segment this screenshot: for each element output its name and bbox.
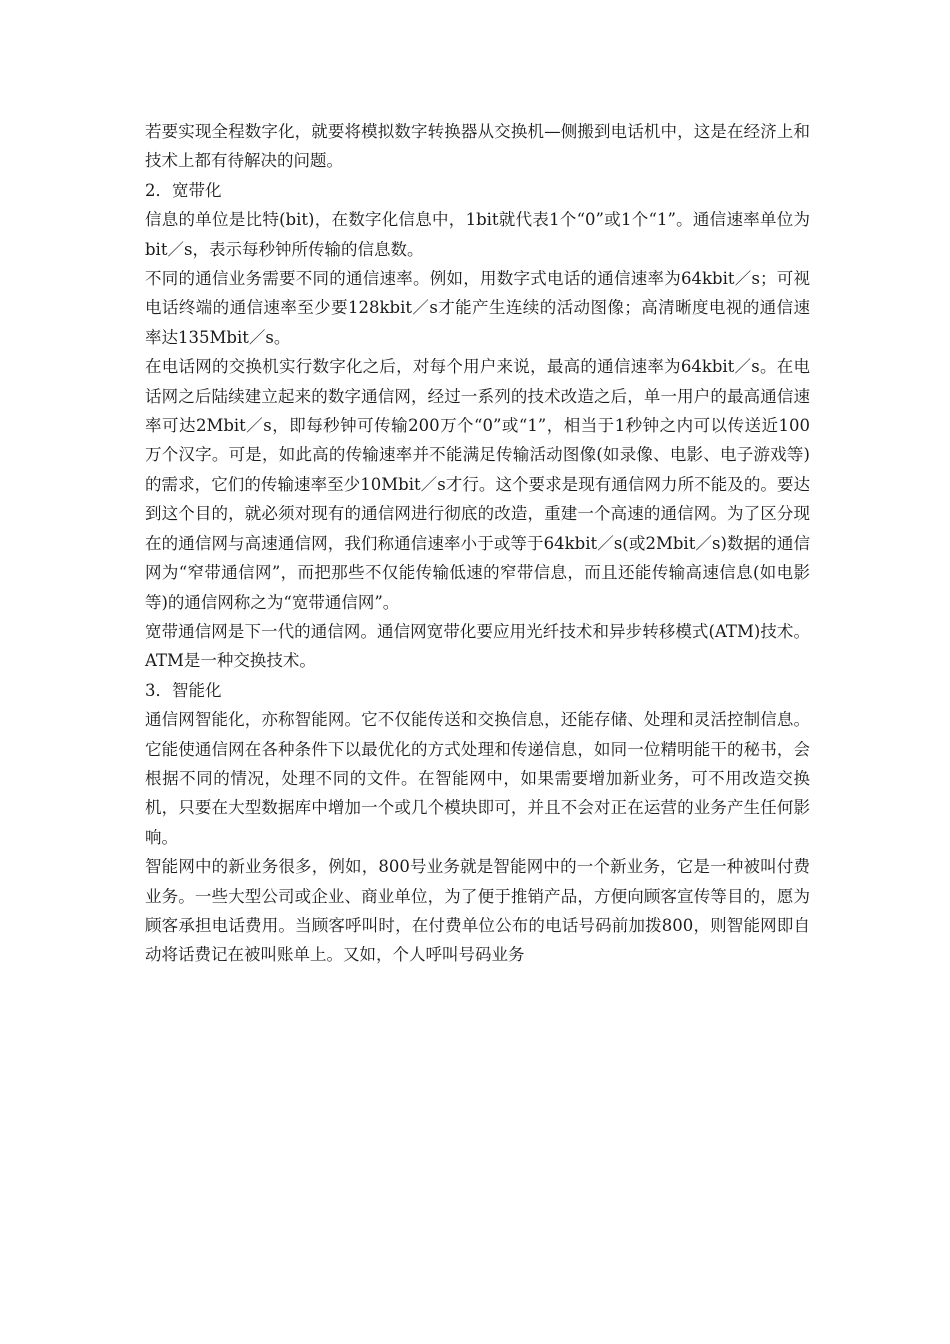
paragraph-service-rates: 不同的通信业务需要不同的通信速率。例如，用数字式电话的通信速率为64kbit／s；可视电话终端的通信速率至少要128kbit／s才能产生连续的活动图像；高清晰度电视的通信速率达135Mbit／s。: [145, 269, 810, 347]
paragraph-next-generation: 宽带通信网是下一代的通信网。通信网宽带化要应用光纤技术和异步转移模式(ATM)技术。ATM是一种交换技术。: [145, 621, 810, 671]
section-heading-broadband: 2．宽带化: [145, 180, 222, 200]
paragraph-intelligent-network: 通信网智能化，亦称智能网。它不仅能传送和交换信息，还能存储、处理和灵活控制信息。它能使通信网在各种条件下以最优化的方式处理和传递信息，如同一位精明能干的秘书，会根据不同的情况，处理不同的文件。在智能网中，如果需要增加新业务，可不用改造交换机，只要在大型数据库中增加一个或几个模块即可，并且不会对正在运营的业务产生任何影响。: [145, 710, 810, 847]
paragraph-digitization-end: 若要实现全程数字化，就要将模拟数字转换器从交换机—侧搬到电话机中，这是在经济上和技术上都有待解决的问题。: [145, 122, 810, 171]
paragraph-bit-unit: 信息的单位是比特(bit)，在数字化信息中，1bit就代表1个“0”或1个“1”。通信速率单位为bit／s，表示每秒钟所传输的信息数。: [145, 210, 810, 259]
paragraph-narrowband-broadband: 在电话网的交换机实行数字化之后，对每个用户来说，最高的通信速率为64kbit／s。在电话网之后陆续建立起来的数字通信网，经过一系列的技术改造之后，单一用户的最高通信速率可达2Mbit／s，即每秒钟可传输200万个“0”或“1”，相当于1秒钟之内可以传送近100万个汉字。可是，如此高的传输速率并不能满足传输活动图像(如录像、电影、电子游戏等)的需求，它们的传输速率至少10Mbit／s才行。这个要求是现有通信网力所不能及的。要达到这个目的，就必须对现有的通信网进行彻底的改造，重建一个高速的通信网。为了区分现在的通信网与高速通信网，我们称通信速率小于或等于64kbit／s(或2Mbit／s)数据的通信网为“窄带通信网”，而把那些不仅能传输低速的窄带信息，而且还能传输高速信息(如电影等)的通信网称之为“宽带通信网”。: [145, 357, 810, 612]
document-page: [145, 117, 810, 970]
section-heading-intelligence: 3．智能化: [145, 680, 222, 700]
paragraph-800-service: 智能网中的新业务很多，例如，800号业务就是智能网中的一个新业务，它是一种被叫付费业务。一些大型公司或企业、商业单位，为了便于推销产品，方便向顾客宣传等目的，愿为顾客承担电话费用。当顾客呼叫时，在付费单位公布的电话号码前加拨800，则智能网即自动将话费记在被叫账单上。又如，个人呼叫号码业务: [145, 857, 810, 965]
